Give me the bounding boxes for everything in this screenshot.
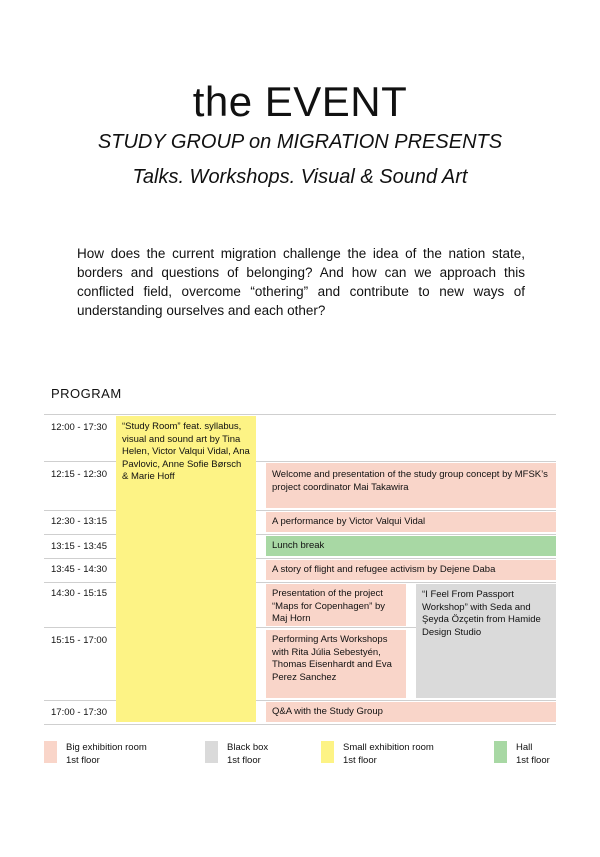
page-title: the EVENT — [192, 78, 408, 125]
legend-small-exhibition: Small exhibition room 1st floor — [343, 742, 434, 766]
legend-big-exhibition: Big exhibition room 1st floor — [66, 742, 147, 766]
page-subtitle: STUDY GROUP on MIGRATION PRESENTS — [97, 131, 503, 153]
schedule-divider — [44, 724, 556, 725]
legend-swatch-big-exhibition — [44, 741, 57, 763]
time-slot: 12:00 - 17:30 — [51, 422, 107, 433]
event-story: A story of flight and refugee activism by Dejene Daba — [266, 560, 556, 580]
legend-swatch-black-box — [205, 741, 218, 763]
legend-hall: Hall 1st floor — [516, 742, 550, 766]
time-slot: 13:15 - 13:45 — [51, 541, 107, 552]
legend-black-box: Black box 1st floor — [227, 742, 269, 766]
event-maps-presentation: Presentation of the project “Maps for Copenhagen” by Maj Horn — [266, 584, 406, 626]
event-study-room: “Study Room” feat. syllabus, visual and sound art by Tina Helen, Victor Valqui Vidal, Ana Pavlovic, Anne Sofie Børsch & Marie Hoff — [116, 416, 256, 722]
event-performing-arts: Performing Arts Workshops with Rita Júlia Sebestyén, Thomas Eisenhardt and Eva Perez Sanchez — [266, 630, 406, 698]
schedule-divider — [44, 414, 556, 415]
legend-swatch-hall — [494, 741, 507, 763]
time-slot: 12:30 - 13:15 — [51, 516, 107, 527]
event-welcome: Welcome and presentation of the study group concept by MFSK’s project coordinator Mai Takawira — [266, 463, 556, 508]
program-heading: PROGRAM — [51, 386, 122, 401]
page-tagline: Talks. Workshops. Visual & Sound Art — [132, 166, 468, 188]
time-slot: 14:30 - 15:15 — [51, 588, 107, 599]
event-lunch-break: Lunch break — [266, 536, 556, 556]
event-passport-workshop: “I Feel From Passport Workshop” with Seda and Şeyda Özçetin from Hamide Design Studio — [416, 584, 556, 698]
intro-paragraph: How does the current migration challenge the idea of the nation state, borders and questions of belonging? And how can we approach this conflicted field, overcome “othering” and contribute to new ways of understanding ourselves and each other? — [77, 246, 525, 318]
legend-swatch-small-exhibition — [321, 741, 334, 763]
time-slot: 15:15 - 17:00 — [51, 635, 107, 646]
time-slot: 17:00 - 17:30 — [51, 707, 107, 718]
time-slot: 13:45 - 14:30 — [51, 564, 107, 575]
event-qa: Q&A with the Study Group — [266, 702, 556, 722]
event-performance: A performance by Victor Valqui Vidal — [266, 512, 556, 532]
time-slot: 12:15 - 12:30 — [51, 469, 107, 480]
